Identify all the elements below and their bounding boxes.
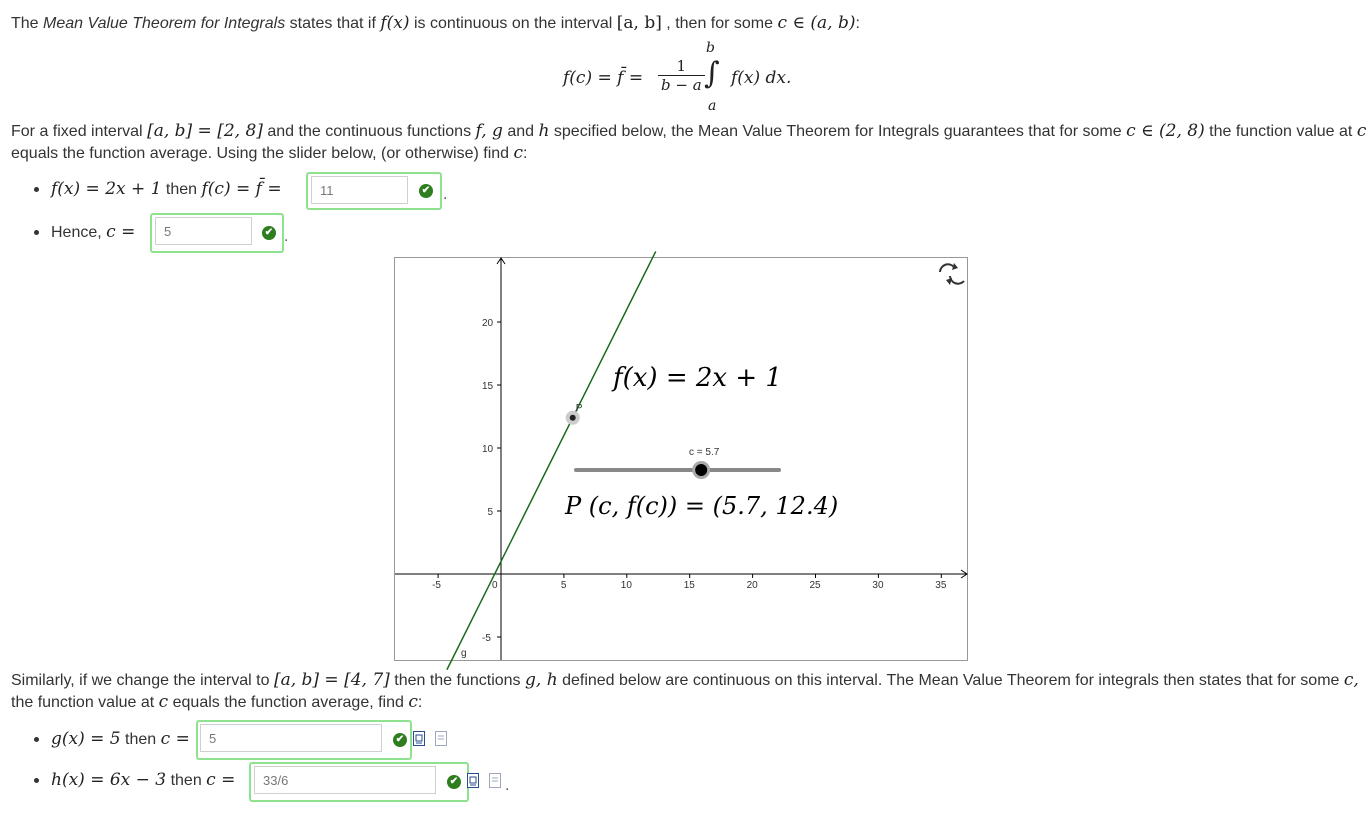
formula-fraction — [658, 57, 705, 94]
worked-solution-icon[interactable] — [413, 731, 425, 746]
correct-check-icon: ✔ — [393, 733, 407, 747]
math-fx-def: f(x) = 2x + 1 — [51, 179, 162, 199]
answer-input-g-c[interactable]: 5 — [200, 724, 382, 752]
para2-line2-text: equals the function average. Using the slider below, (or otherwise) find — [11, 145, 514, 162]
math-c-3: c — [158, 692, 169, 712]
mvt-formula — [563, 40, 823, 116]
integral-lower-limit: a — [708, 98, 717, 114]
hint-document-icon[interactable] — [435, 731, 447, 746]
reset-icon[interactable] — [940, 263, 964, 285]
math-gx-def: g(x) = 5 — [51, 729, 121, 749]
graph-applet[interactable] — [394, 257, 968, 661]
y-tick-label: -5 — [482, 633, 491, 644]
math-fc-fbar: f(c) = f̄ = — [201, 179, 282, 199]
para3-line2a: the function value at — [11, 694, 159, 711]
intro-text-2: states that if — [285, 15, 381, 32]
y-tick-label: 15 — [482, 381, 494, 392]
fixed-interval-paragraph-line2 — [11, 142, 527, 165]
math-hx-def: h(x) = 6x − 3 — [51, 770, 167, 790]
math-c-4: c — [408, 692, 418, 712]
correct-check-icon: ✔ — [447, 775, 461, 789]
function-label: f(x) = 2x + 1 — [613, 363, 782, 393]
line-name-label: g — [461, 648, 467, 659]
answer-input-f-average[interactable]: 11 — [311, 176, 408, 204]
correct-check-icon: ✔ — [262, 226, 276, 240]
intro-colon: : — [855, 15, 860, 32]
then-text: then — [161, 181, 202, 198]
para3-text-2: then the functions — [389, 672, 525, 689]
y-tick-label: 20 — [482, 318, 494, 329]
x-tick-label: 30 — [872, 580, 884, 591]
answer-input-c[interactable]: 5 — [155, 217, 252, 245]
then-text: then — [120, 731, 161, 748]
x-tick-label: 10 — [620, 580, 632, 591]
math-c: c — [1356, 121, 1366, 141]
point-p-label: P — [575, 402, 583, 414]
math-c-eq: c = — [106, 222, 136, 242]
para2-text-4: specified below, the Mean Value Theorem for Integrals guarantees that for some — [549, 123, 1127, 140]
slider-knob[interactable] — [695, 464, 707, 476]
point-readout: P (c, f(c)) = (5.7, 12.4) — [565, 492, 839, 520]
worked-solution-icon[interactable] — [467, 773, 479, 788]
graph-canvas[interactable] — [395, 258, 967, 660]
x-tick-label: 35 — [935, 580, 947, 591]
y-tick-label: 10 — [482, 444, 494, 455]
x-tick-label: 15 — [683, 580, 695, 591]
question-h-c — [34, 770, 235, 790]
formula-denominator: b − a — [661, 76, 702, 94]
hint-document-icon[interactable] — [489, 773, 501, 788]
para2-colon: : — [523, 145, 528, 162]
math-fg: f, g — [475, 121, 503, 141]
changed-interval-paragraph — [11, 669, 1359, 692]
then-text: then — [166, 772, 207, 789]
y-tick-label: 5 — [487, 507, 494, 518]
para2-text-1: For a fixed interval — [11, 123, 148, 140]
intro-text-4: , then for some — [661, 15, 778, 32]
math-h: h — [538, 121, 550, 141]
math-c-2: c — [513, 143, 524, 163]
math-c-comma: c, — [1343, 670, 1359, 690]
fixed-interval-paragraph — [11, 120, 1366, 143]
x-tick-label: 0 — [492, 580, 498, 591]
question-g-c — [34, 729, 190, 749]
math-c-eq: c = — [160, 729, 190, 749]
x-tick-label: 5 — [560, 580, 567, 591]
point-p[interactable] — [570, 415, 576, 421]
para3-text-1: Similarly, if we change the interval to — [11, 672, 274, 689]
formula-numerator: 1 — [658, 57, 705, 76]
para3-text-3: defined below are continuous on this interval. The Mean Value Theorem for integrals then states that for some — [557, 672, 1344, 689]
x-tick-label: -5 — [432, 580, 442, 591]
integral-sign: ∫ — [704, 56, 720, 91]
intro-text-3: is continuous on the interval — [409, 15, 617, 32]
para2-text-5: the function value at — [1204, 123, 1357, 140]
x-tick-label: 20 — [746, 580, 758, 591]
period: . — [505, 777, 510, 794]
para2-text-3: and — [502, 123, 539, 140]
period: . — [284, 228, 289, 245]
bullet-dot — [34, 737, 39, 742]
math-interval: [a, b] — [616, 13, 662, 33]
bullet-dot — [34, 230, 39, 235]
function-line-g[interactable] — [447, 251, 656, 669]
math-c-in-2-8: c ∈ (2, 8) — [1126, 121, 1205, 141]
intro-text: The — [11, 15, 44, 32]
math-fx: f(x) — [380, 13, 410, 33]
question-f-average — [34, 179, 282, 199]
answer-input-h-c[interactable]: 33/6 — [254, 766, 436, 794]
intro-paragraph — [11, 12, 860, 35]
formula-integrand: f(x) dx. — [731, 68, 792, 88]
para3-colon: : — [417, 694, 423, 711]
math-interval-2-8: [a, b] = [2, 8] — [147, 121, 263, 141]
x-ticks — [432, 574, 947, 591]
math-c-eq: c = — [206, 770, 236, 790]
math-gh: g, h — [525, 670, 558, 690]
hence-text: Hence, — [51, 224, 107, 241]
para2-text-2: and the continuous functions — [262, 123, 476, 140]
bullet-dot — [34, 778, 39, 783]
bullet-dot — [34, 187, 39, 192]
theorem-name: Mean Value Theorem for Integrals — [43, 15, 286, 32]
changed-interval-paragraph-line2 — [11, 691, 422, 714]
slider-label: c = 5.7 — [689, 447, 720, 458]
x-tick-label: 25 — [809, 580, 821, 591]
formula-lhs: f(c) = f̄ = — [563, 68, 644, 88]
period: . — [443, 186, 448, 203]
correct-check-icon: ✔ — [419, 184, 433, 198]
question-hence-c — [34, 222, 135, 242]
math-interval-4-7: [a, b] = [4, 7] — [273, 670, 390, 690]
para3-line2b: equals the function average, find — [168, 694, 409, 711]
integral-upper-limit: b — [706, 40, 715, 56]
math-c-in-ab: c ∈ (a, b) — [777, 13, 856, 33]
